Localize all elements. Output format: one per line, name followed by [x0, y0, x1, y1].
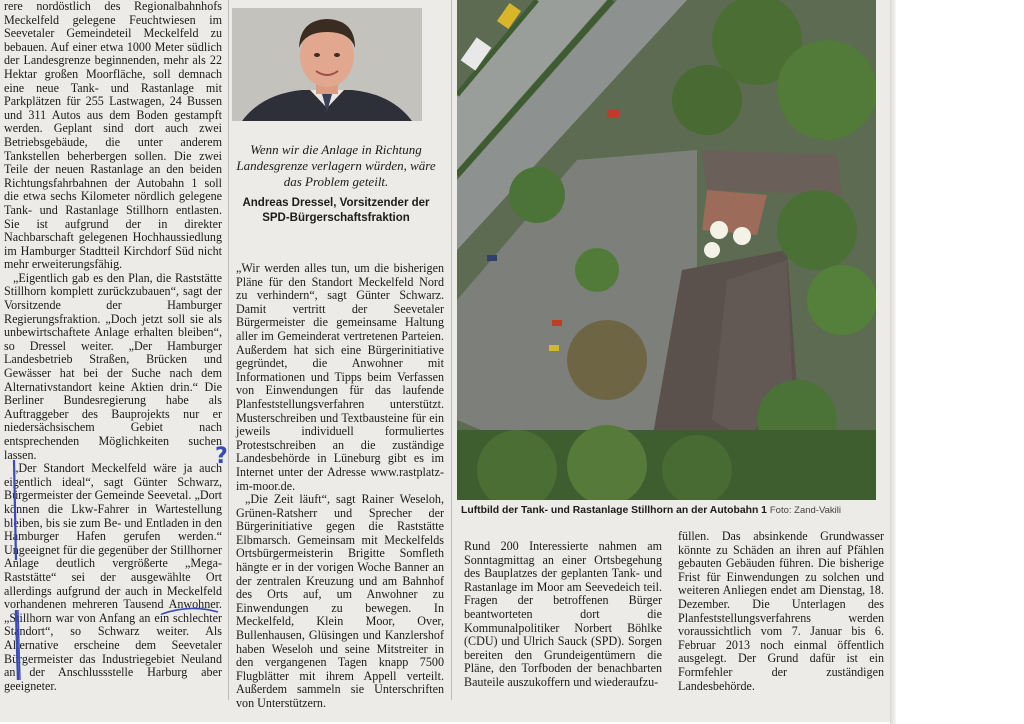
paper-edge — [890, 0, 896, 724]
col1-paragraph-3: „Der Standort Meckelfeld wäre ja auch eigentlich ideal“, sagt Günter Schwarz, Bürgermeister der Gemeinde Seevetal. „Dort können die Lkw-Fahrer in Wartestellung bleiben, bis sie zum Be- und Entladen in den Hamburger Hafen gerufen werden.“ Ungeeignet für die gegenüber der Stillhorner Anlage deutlich vergrößerte „Mega-Raststätte“ sei der ausgewählte Ort allerdings aufgrund der auch in Meckelfeld vorhandenen mehreren Tausend Anwohner. „Stillhorn war von Anfang an ein schlechter Standort“, so Schwarz weiter. Als Alternative erscheine dem Seevetaler Bürgermeister das Industriegebiet Neuland an der Anschlussstelle Harburg aber geeigneter. — [4, 461, 222, 693]
col4-paragraph-1: füllen. Das absinkende Grundwasser könnte zu Schäden an ihren auf Pfählen gebauten Gebäuden führen. Die bisherige Frist für Einwendungen zu solchen und weiteren Anliegen endet am Dienstag, 18. Dezember. Die Unterlagen des Planfeststellungsverfahrens werden voraussichtlich vom 7. Januar bis 6. Februar 2013 noch einmal öffentlich ausgelegt. Der Grund dafür ist ein Formfehler der zuständigen Landesbehörde. — [678, 529, 884, 693]
article-column-4 — [678, 530, 884, 693]
portrait-photo — [232, 8, 422, 121]
column-divider — [228, 0, 229, 700]
aerial-photo — [457, 0, 876, 500]
portrait-image — [232, 8, 422, 121]
article-column-1 — [4, 0, 222, 693]
quote-text: Wenn wir die Anlage in Richtung Landesgrenze verlagern würden, wäre das Problem geteilt. — [236, 142, 436, 189]
photo-caption — [461, 505, 881, 516]
col2-paragraph-2: „Die Zeit läuft“, sagt Rainer Weseloh, Grünen-Ratsherr und Sprecher der Bürgerinitiative gegen die Raststätte Elbmarsch. Gemeinsam mit Meckelfelds Ortsbürgermeisterin Brigitte Somfleth hängte er in der vorigen Woche Banner an der zentralen Kreuzung und am Bahnhof des Orts auf, um Anwohner zu Einwendungen zu bewegen. In Meckelfeld, Klein Moor, Over, Bullenhausen, Glüsingen und Kanzlershof haben Weseloh und seine Mitstreiter in den vergangenen Tagen knapp 7500 Flugblätter mit ihrem Appell verteilt. Außerdem sammeln sie Unterschriften von Unterstützern. — [236, 492, 444, 710]
photo-credit: Foto: Zand-Vakili — [769, 505, 841, 516]
col3-paragraph-1: Rund 200 Interessierte nahmen am Sonntagmittag an einer Ortsbegehung des Bauplatzes der geplanten Tank- und Rastanlage im Moor am Seevedeich teil. Fragen der betroffenen Bürger beantworteten dort die Kommunalpolitiker Norbert Böhlke (CDU) und Ulrich Sauck (SPD). Sorgen bereiten den Grundeigentümern die Pläne, den Torfboden der benachbarten Bauteile auszukoffern und wiederaufzu- — [464, 539, 662, 689]
article-column-2 — [236, 262, 444, 711]
article-column-3 — [464, 540, 662, 690]
column-divider — [451, 0, 452, 700]
question-mark-annotation: ? — [215, 444, 228, 469]
caption-text: Luftbild der Tank- und Rastanlage Stillhorn an der Autobahn 1 — [461, 505, 767, 516]
pull-quote — [232, 142, 440, 226]
col2-paragraph-1: „Wir werden alles tun, um die bisherigen Pläne für den Standort Meckelfeld Nord zu verhindern“, sagt Günter Schwarz. Damit vertritt der Seevetaler Bürgermeister die gemeinsame Haltung aller im Gemeinderat vertretenen Parteien. Außerdem hat sich eine Bürgerinitiative gegründet, die Anwohner mit Informationen und Tipps beim Verfassen von Einwendungen für das laufende Planfeststellungsverfahren unterstützt. Musterschreiben und Textbausteine für ein jeweils individuell formuliertes Protestschreiben an die zuständige Landesbehörde in Lüneburg gibt es im Internet unter der Adresse www.rastplatz-im-moor.de. — [236, 261, 444, 493]
col1-paragraph-1: rere nordöstlich des Regionalbahnhofs Meckelfeld gelegene Feuchtwiesen im Seevetaler Gemeindeteil Meckelfeld zu bebauen. Auf einer etwa 1000 Meter südlich der Landesgrenze beginnenden, mehr als 22 Hektar großen Moorfläche, soll demnach eine neue Tank- und Rastanlage mit Parkplätzen für 255 Lastwagen, 24 Bussen und 311 Autos aus dem Boden gestampft werden. Geplant sind dort auch zwei Betriebsgebäude, die unter anderem Tankstellen beherbergen sollen. Die zwei Teile der neuen Rastanlage an den beiden Richtungsfahrbahnen der Autobahn 1 soll die etwa sechs Kilometer nördlich gelegene Tank- und Rastanlage Stillhorn entlasten. Sie ist aufgrund der in direkter Nachbarschaft gelegenen Hochhaussiedlung im Hamburger Stadtteil Kirchdorf Süd nicht mehr erweiterungsfähig. — [4, 0, 222, 272]
col1-paragraph-2: „Eigentlich gab es den Plan, die Raststätte Stillhorn komplett zurückzubauen“, sagt der Vorsitzende der Hamburger Regierungsfraktion. „Doch jetzt soll sie als unbewirtschaftete Anlage erhalten bleiben“, so Dressel weiter. „Der Hamburger Landesbetrieb Straßen, Brücken und Gewässer hat bei der Suche nach dem Alternativstandort keine Aktien drin.“ Die Berliner Bundesregierung habe als Auftraggeber des Bauprojekts nur er niedersächsischem Gebiet nach entsprechenden Möglichkeiten suchen lassen. — [4, 270, 222, 462]
aerial-image — [457, 0, 876, 500]
quote-author: Andreas Dressel, Vorsitzender der SPD-Bürgerschaftsfraktion — [242, 197, 430, 224]
